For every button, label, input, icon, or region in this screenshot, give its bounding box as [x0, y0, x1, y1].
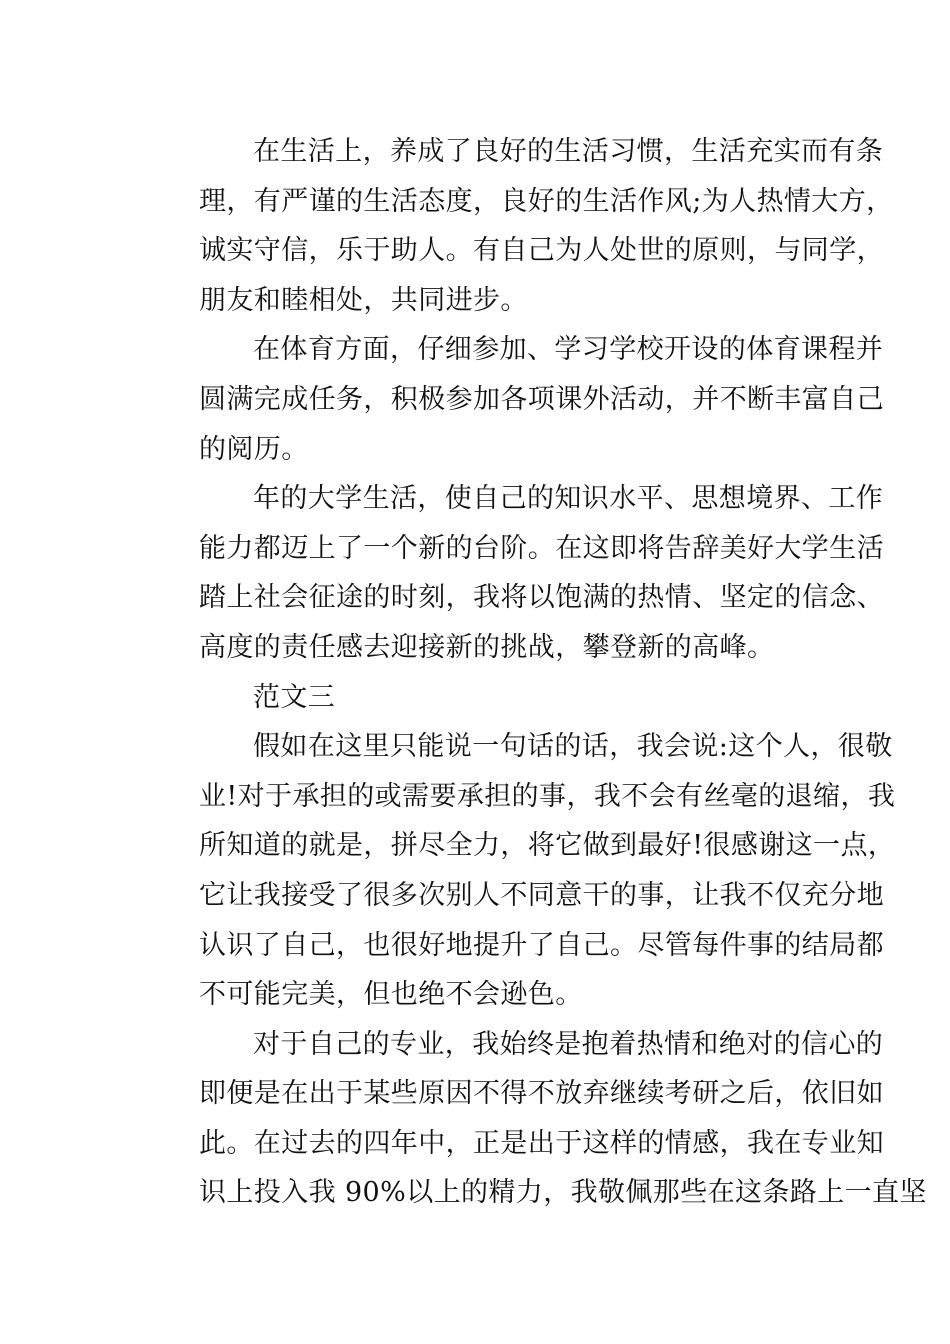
text-line: 识上投入我 90%以上的精力，我敬佩那些在这条路上一直坚	[199, 1177, 927, 1209]
paragraph-dedication	[145, 722, 896, 1020]
text-line: 的阅历。	[199, 433, 309, 465]
text-line: 业!对于承担的或需要承担的事，我不会有丝毫的退缩，我	[199, 780, 896, 812]
text-line: 能力都迈上了一个新的台阶。在这即将告辞美好大学生活	[199, 532, 884, 564]
section-heading	[145, 673, 810, 723]
text-line: 即便是在出于某些原因不得不放弃继续考研之后，依旧如	[199, 1078, 884, 1110]
text-line: 所知道的就是，拼尽全力，将它做到最好!很感谢这一点，	[199, 830, 896, 862]
text-line: 在生活上，养成了良好的生活习惯，生活充实而有条	[253, 136, 884, 167]
text-line: 高度的责任感去迎接新的挑战，攀登新的高峰。	[199, 631, 775, 663]
text-line: 踏上社会征途的时刻，我将以饱满的热情、坚定的信念、	[199, 582, 884, 614]
text-line: 诚实守信，乐于助人。有自己为人处世的原则，与同学，	[199, 235, 884, 267]
text-line: 理，有严谨的生活态度，良好的生活作风;为人热情大方，	[199, 185, 894, 217]
text-line: 它让我接受了很多次别人不同意干的事，让我不仅充分地	[199, 879, 884, 911]
text-line: 朋友和睦相处，共同进步。	[199, 284, 528, 316]
text-line: 年的大学生活，使自己的知识水平、思想境界、工作	[253, 483, 884, 515]
heading-text: 范文三	[253, 681, 336, 713]
paragraph-sports	[145, 325, 884, 474]
text-line: 圆满完成任务，积极参加各项课外活动，并不断丰富自己	[199, 383, 884, 415]
text-line: 假如在这里只能说一句话的话，我会说:这个人，很敬	[253, 731, 893, 763]
text-line: 此。在过去的四年中，正是出于这样的情感，我在专业知	[199, 1127, 884, 1159]
text-line: 不可能完美，但也绝不会逊色。	[199, 979, 583, 1011]
text-line: 在体育方面，仔细参加、学习学校开设的体育课程并	[253, 334, 884, 366]
document-body	[145, 127, 927, 1218]
text-line: 对于自己的专业，我始终是抱着热情和绝对的信心的	[253, 1028, 884, 1060]
paragraph-major	[145, 1020, 927, 1218]
paragraph-life	[145, 127, 894, 325]
text-line: 认识了自己，也很好地提升了自己。尽管每件事的结局都	[199, 929, 884, 961]
paragraph-summary	[145, 474, 884, 672]
